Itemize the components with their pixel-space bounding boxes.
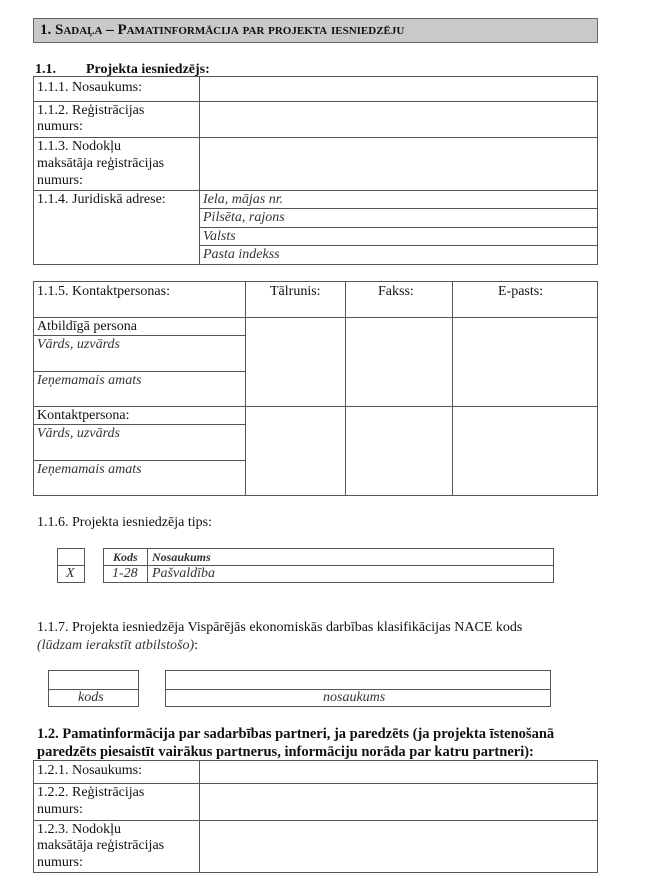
nace-name-caption: nosaukums <box>323 690 386 705</box>
partner-label-tax-3: numurs: <box>37 855 83 870</box>
nace-code-field[interactable] <box>49 671 138 689</box>
applicant-tax-field[interactable] <box>200 138 597 190</box>
responsible-name-field[interactable]: Vārds, uzvārds <box>37 337 120 352</box>
applicant-type-label: 1.1.6. Projekta iesniedzēja tips: <box>37 515 212 530</box>
nace-name-field[interactable] <box>166 671 550 689</box>
partner-name-field[interactable] <box>200 761 597 783</box>
divider <box>33 371 245 372</box>
s12-title-line1: 1.2. Pamatinformācija par sadarbības partneri, ja paredzēts (ja projekta īstenošanā <box>37 726 555 742</box>
partner-label-reg-2: numurs: <box>37 802 83 817</box>
divider <box>199 227 598 228</box>
phone-header: Tālrunis: <box>270 284 321 299</box>
type-name-header: Nosaukums <box>152 550 211 564</box>
responsible-fax-field[interactable] <box>346 318 452 406</box>
label-reg: 1.1.2. Reģistrācijas <box>37 103 145 118</box>
s12-title-line2: paredzēts piesaistīt vairākus partnerus, informāciju norāda par katru partneri): <box>37 744 534 760</box>
label-name: 1.1.1. Nosaukums: <box>37 80 142 95</box>
email-header: E-pasts: <box>498 284 544 299</box>
contact-phone-field[interactable] <box>246 407 345 495</box>
divider <box>33 190 598 191</box>
nace-hint-suffix: : <box>194 638 199 653</box>
label-address: 1.1.4. Juridiskā adrese: <box>37 192 166 207</box>
contacts-header-label: 1.1.5. Kontaktpersonas: <box>37 284 170 299</box>
contact-person-title: Kontaktpersona: <box>37 408 130 423</box>
type-code: 1-28 <box>112 566 138 581</box>
nace-hint-line <box>37 638 198 654</box>
type-code-header: Kods <box>113 550 138 564</box>
address-street-field[interactable]: Iela, mājas nr. <box>203 192 284 207</box>
contact-name-field[interactable]: Vārds, uzvārds <box>37 426 120 441</box>
partner-tax-field[interactable] <box>200 821 597 872</box>
partner-label-tax: 1.2.3. Nodokļu <box>37 822 121 837</box>
responsible-email-field[interactable] <box>453 318 597 406</box>
s11-number: 1.1. <box>35 62 56 77</box>
partner-label-name: 1.2.1. Nosaukums: <box>37 763 142 778</box>
nace-code-caption: kods <box>78 690 104 705</box>
divider <box>33 335 245 336</box>
divider <box>33 460 245 461</box>
partner-label-tax-2: maksātāja reģistrācijas <box>37 838 165 853</box>
label-tax-3: numurs: <box>37 173 83 188</box>
applicant-name-field[interactable] <box>200 77 597 101</box>
s11-title: Projekta iesniedzējs: <box>86 62 210 77</box>
responsible-position-field[interactable]: Ieņemamais amats <box>37 373 142 388</box>
label-tax: 1.1.3. Nodokļu <box>37 139 121 154</box>
divider <box>33 424 245 425</box>
address-postcode-field[interactable]: Pasta indekss <box>203 247 280 262</box>
divider <box>199 245 598 246</box>
nace-hint: (lūdzam ierakstīt atbilstošo) <box>37 638 195 653</box>
divider <box>199 208 598 209</box>
label-reg-2: numurs: <box>37 119 83 134</box>
applicant-reg-field[interactable] <box>200 102 597 137</box>
contact-position-field[interactable]: Ieņemamais amats <box>37 462 142 477</box>
responsible-person-title: Atbildīgā persona <box>37 319 137 334</box>
nace-label: 1.1.7. Projekta iesniedzēja Vispārējās ekonomiskās darbības klasifikācijas NACE kods <box>37 620 523 635</box>
contact-email-field[interactable] <box>453 407 597 495</box>
partner-label-reg: 1.2.2. Reģistrācijas <box>37 785 145 800</box>
type-name: Pašvaldība <box>152 566 215 581</box>
address-city-field[interactable]: Pilsēta, rajons <box>203 210 285 225</box>
section-header <box>33 18 598 43</box>
responsible-phone-field[interactable] <box>246 318 345 406</box>
label-tax-2: maksātāja reģistrācijas <box>37 156 165 171</box>
partner-reg-field[interactable] <box>200 784 597 820</box>
fax-header: Fakss: <box>378 284 414 299</box>
address-country-field[interactable]: Valsts <box>203 229 236 244</box>
section-title: 1. Sadaļa – Pamatinformācija par projekta iesniedzēju <box>40 22 405 38</box>
contact-fax-field[interactable] <box>346 407 452 495</box>
type-checkbox-mark[interactable]: X <box>66 566 75 581</box>
